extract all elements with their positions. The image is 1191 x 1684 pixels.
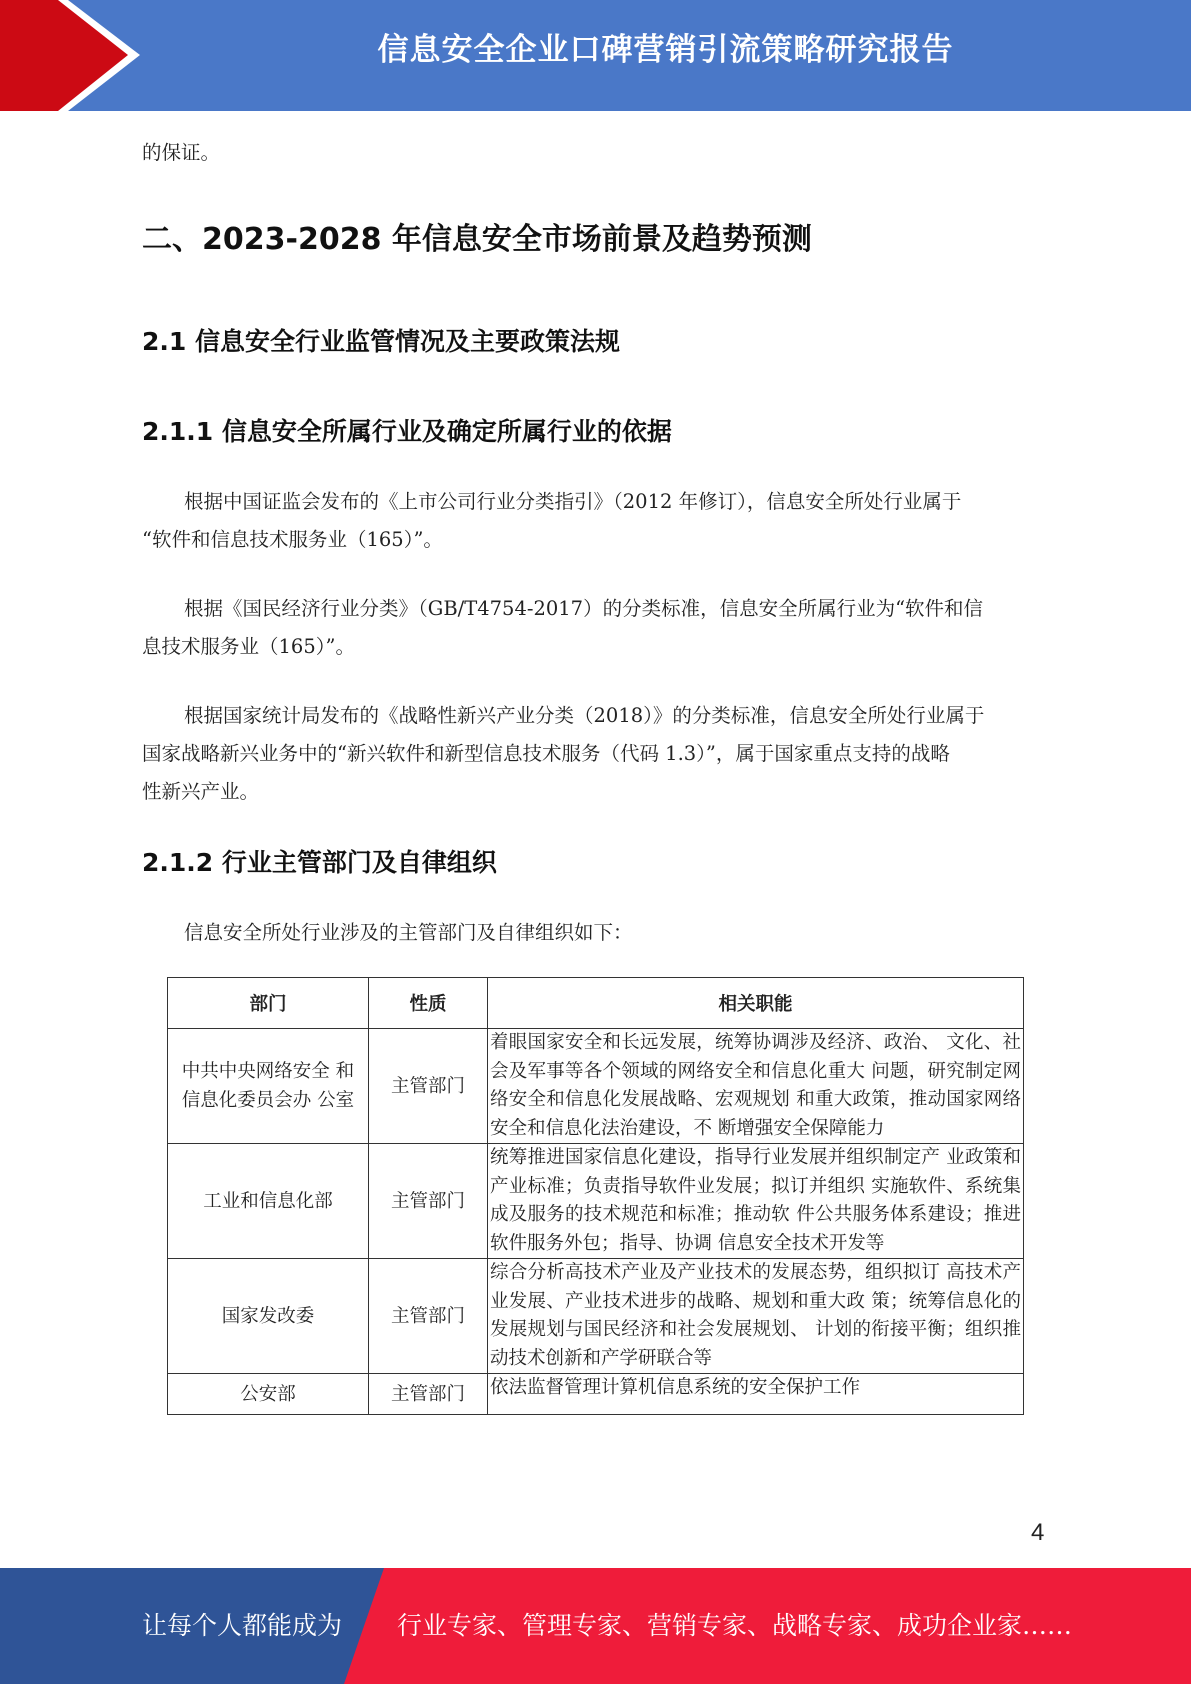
dept-cell: [168, 1029, 369, 1144]
paragraph-3-line-3: 性新兴产业。: [142, 780, 260, 803]
table-row: [168, 1029, 1024, 1144]
dept-cell: 公安部: [168, 1374, 369, 1415]
footer-slogan-left: 让每个人都能成为: [142, 1611, 343, 1640]
table-row: [168, 1374, 1024, 1415]
table-row: [168, 1144, 1024, 1259]
paragraph-1-line-1: 根据中国证监会发布的《上市公司行业分类指引》（2012 年修订），信息安全所处行业属于: [184, 490, 962, 513]
paragraph-3-line-2: 国家战略新兴业务中的“新兴软件和新型信息技术服务（代码 1.3）”，属于国家重点支持的战略: [142, 742, 950, 765]
duty-cell: 着眼国家安全和长远发展，统筹协调涉及经济、政治、 文化、社会及军事等各个领域的网络安全和信息化重大 问题，研究制定网络安全和信息化发展战略、宏观规划 和重大政策，推动国家网络安全和信息化法治建设，不 断增强安全保障能力: [488, 1029, 1024, 1144]
section-heading: 二、2023-2028 年信息安全市场前景及趋势预测: [142, 222, 812, 257]
table-intro-text: 信息安全所处行业涉及的主管部门及自律组织如下：: [184, 921, 633, 944]
paragraph-2-line-1: 根据《国民经济行业分类》（GB/T4754-2017）的分类标准，信息安全所属行业为“软件和信: [184, 597, 984, 620]
paragraph-1-line-2: “软件和信息技术服务业（165）”。: [142, 528, 443, 551]
duty-cell: 依法监督管理计算机信息系统的安全保护工作: [488, 1374, 1024, 1415]
duty-cell: 统筹推进国家信息化建设，指导行业发展并组织制定产 业政策和产业标准；负责指导软件业发展；拟订并组织 实施软件、系统集成及服务的技术规范和标准；推动软 件公共服务体系建设；推进软件服务外包；指导、协调 信息安全技术开发等: [488, 1144, 1024, 1259]
subsection-heading-2-1: 2.1 信息安全行业监管情况及主要政策法规: [142, 327, 620, 356]
page-footer: [0, 1568, 1191, 1684]
footer-slogan-right: 行业专家、管理专家、营销专家、战略专家、成功企业家……: [397, 1611, 1073, 1640]
paragraph-2-line-2: 息技术服务业（165）”。: [142, 635, 355, 658]
nature-cell: 主管部门: [369, 1144, 488, 1259]
subsection-heading-2-1-2: 2.1.2 行业主管部门及自律组织: [142, 848, 497, 877]
table-header-row: [168, 978, 1024, 1029]
header-cell-nature: 性质: [369, 978, 488, 1029]
nature-cell: 主管部门: [369, 1259, 488, 1374]
header-cell-dept: 部门: [168, 978, 369, 1029]
dept-cell: 国家发改委: [168, 1259, 369, 1374]
report-title: 信息安全企业口碑营销引流策略研究报告: [377, 32, 954, 68]
duty-cell: 综合分析高技术产业及产业技术的发展态势，组织拟订 高技术产业发展、产业技术进步的战略、规划和重大政 策；统筹信息化的发展规划与国民经济和社会发展规划、 计划的衔接平衡；组织推动技术创新和产学研联合等: [488, 1259, 1024, 1374]
dept-name-line: 信息化委员会办 公室: [181, 1090, 355, 1111]
nature-cell: 主管部门: [369, 1029, 488, 1144]
page-number: 4: [1031, 1519, 1045, 1546]
nature-cell: 主管部门: [369, 1374, 488, 1415]
page-header: [0, 0, 1191, 111]
dept-cell: 工业和信息化部: [168, 1144, 369, 1259]
header-cell-duty: 相关职能: [488, 978, 1024, 1029]
table-row: [168, 1259, 1024, 1374]
intro-tail-text: 的保证。: [142, 141, 221, 164]
paragraph-3-line-1: 根据国家统计局发布的《战略性新兴产业分类（2018）》的分类标准，信息安全所处行业属于: [184, 704, 985, 727]
regulators-table: [167, 977, 1024, 1415]
subsection-heading-2-1-1: 2.1.1 信息安全所属行业及确定所属行业的依据: [142, 417, 672, 446]
dept-name-line: 中共中央网络安全 和: [181, 1061, 355, 1082]
